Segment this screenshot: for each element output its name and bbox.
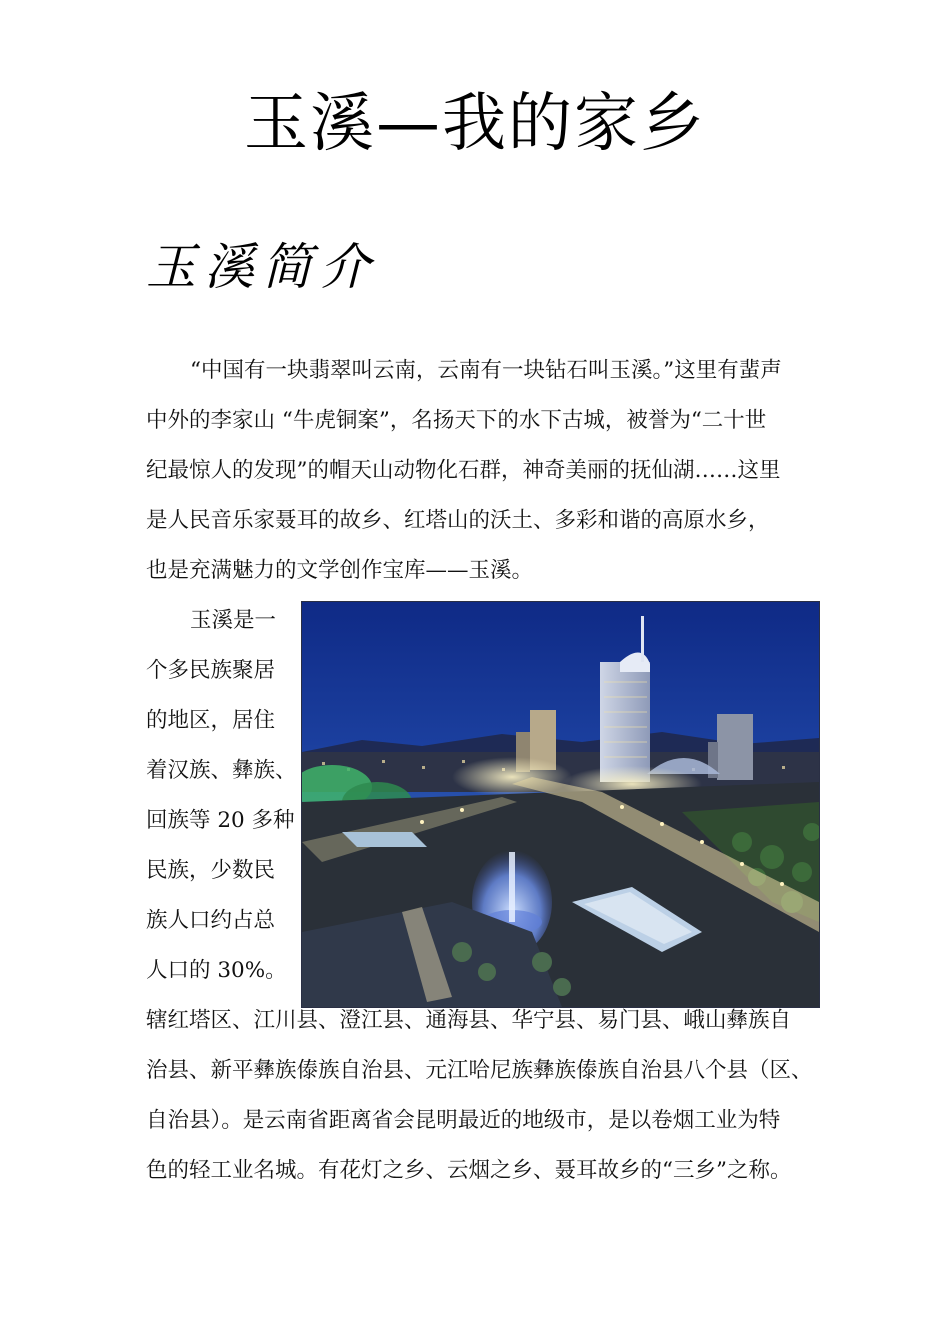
ethnic-line: 民族，少数民 [146, 858, 276, 883]
ethnic-paragraph [146, 596, 296, 996]
districts-line: 自治县）。是云南省距离省会昆明最近的地级市，是以卷烟工业为特 [146, 1108, 781, 1133]
intro-line: 是人民音乐家聂耳的故乡、红塔山的沃土、多彩和谐的高原水乡， [146, 508, 770, 533]
districts-line: 治县、新平彝族傣族自治县、元江哈尼族彝族傣族自治县八个县（区、 [146, 1058, 813, 1083]
ethnic-line: 玉溪是一 [190, 608, 277, 633]
districts-paragraph [146, 996, 816, 1196]
intro-line: 也是充满魅力的文学创作宝库——玉溪。 [146, 558, 534, 583]
city-night-photo [301, 601, 820, 1008]
ethnic-line: 族人口约占总 [146, 908, 276, 933]
intro-line: 纪最惊人的发现”的帽天山动物化石群，神奇美丽的抚仙湖……这里 [146, 458, 781, 483]
ethnic-line: 个多民族聚居 [146, 658, 276, 683]
page-title: 玉溪—我的家乡 [244, 87, 706, 161]
intro-line: “中国有一块翡翠叫云南，云南有一块钻石叫玉溪。”这里有蜚声 [190, 358, 782, 383]
districts-line: 辖红塔区、江川县、澄江县、通海县、华宁县、易门县、峨山彝族自 [146, 1008, 792, 1033]
intro-paragraph [146, 346, 816, 596]
city-night-illustration [302, 602, 819, 1007]
ethnic-line: 着汉族、彝族、 [146, 758, 297, 783]
ethnic-line: 回族等 20 多种 [146, 808, 295, 833]
section-heading: 玉溪简介 [146, 238, 378, 296]
ethnic-line: 的地区，居住 [146, 708, 276, 733]
districts-line: 色的轻工业名城。有花灯之乡、云烟之乡、聂耳故乡的“三乡”之称。 [146, 1158, 792, 1183]
intro-line: 中外的李家山 “牛虎铜案”，名扬天下的水下古城，被誉为“二十世 [146, 408, 767, 433]
ethnic-line: 人口的 30%。 [146, 958, 287, 983]
